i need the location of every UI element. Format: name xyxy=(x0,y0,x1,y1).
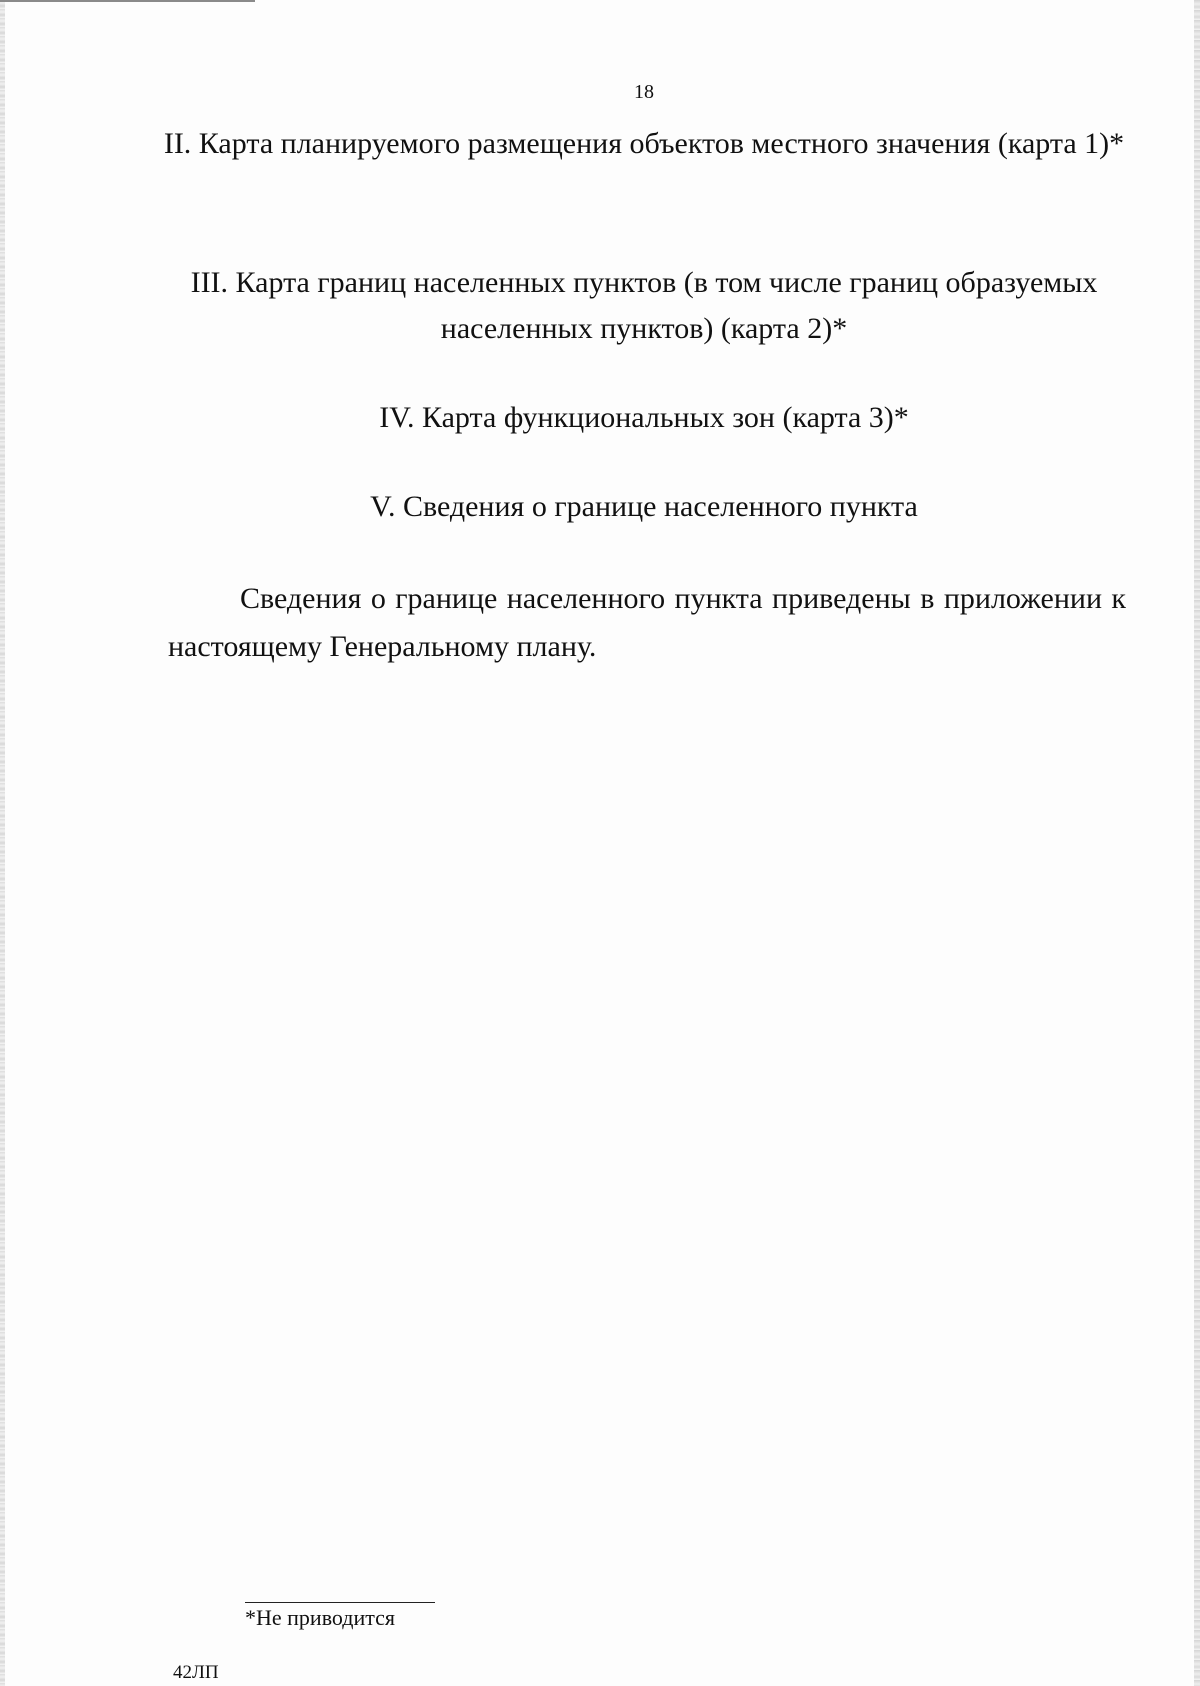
section-heading-map-3: IV. Карта функциональных зон (карта 3)* xyxy=(379,401,909,434)
scan-edge-right xyxy=(1194,0,1200,1686)
page-number: 18 xyxy=(634,81,654,103)
section-heading-map-1: II. Карта планируемого размещения объектов местного значения (карта 1)* xyxy=(163,127,1125,160)
scan-edge-left xyxy=(0,0,5,1686)
footnote: *Не приводится xyxy=(245,1605,396,1630)
body-paragraph: Сведения о границе населенного пункта приведены в приложении к настоящему Генеральному плану. xyxy=(168,582,1126,663)
section-heading-boundary-info: V. Сведения о границе населенного пункта xyxy=(370,490,918,523)
scan-edge-top xyxy=(0,0,255,2)
document-code: 42ЛП xyxy=(173,1662,219,1683)
footnote-divider xyxy=(245,1602,435,1603)
section-heading-map-2: III. Карта границ населенных пунктов (в том числе границ образуемых населенных пунктов) (карта 2)* xyxy=(190,266,1098,345)
